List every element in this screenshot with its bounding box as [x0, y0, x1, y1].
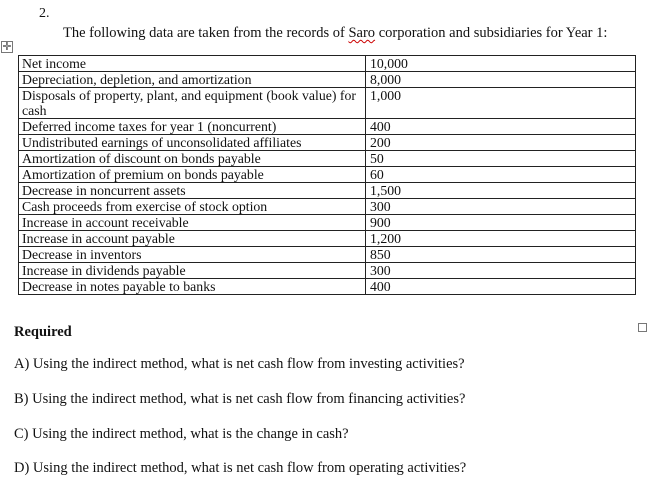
row-item: Cash proceeds from exercise of stock option — [19, 199, 366, 215]
intro-text — [63, 25, 607, 42]
row-value: 400 — [366, 279, 636, 295]
row-value: 50 — [366, 151, 636, 167]
question-b: B) Using the indirect method, what is net cash flow from financing activities? — [14, 391, 466, 407]
row-item: Net income — [19, 56, 366, 72]
question-c: C) Using the indirect method, what is the change in cash? — [14, 426, 349, 442]
table-row — [19, 199, 636, 215]
row-item: Decrease in notes payable to banks — [19, 279, 366, 295]
row-item: Deferred income taxes for year 1 (noncurrent) — [19, 119, 366, 135]
table-row — [19, 263, 636, 279]
row-value: 8,000 — [366, 72, 636, 88]
row-item: Decrease in noncurrent assets — [19, 183, 366, 199]
company-name: Saro — [348, 25, 376, 41]
row-item: Decrease in inventors — [19, 247, 366, 263]
table-row — [19, 231, 636, 247]
row-value: 300 — [366, 199, 636, 215]
table-row — [19, 135, 636, 151]
intro-before: The following data are taken from the records of — [63, 25, 349, 41]
required-heading: Required — [14, 324, 72, 340]
row-item: Undistributed earnings of unconsolidated affiliates — [19, 135, 366, 151]
intro-after: corporation and subsidiaries for Year 1: — [375, 25, 608, 41]
row-item: Disposals of property, plant, and equipment (book value) for cash — [19, 88, 366, 119]
row-value: 1,200 — [366, 231, 636, 247]
row-item: Increase in dividends payable — [19, 263, 366, 279]
row-value: 10,000 — [366, 56, 636, 72]
row-item: Amortization of premium on bonds payable — [19, 167, 366, 183]
question-a: A) Using the indirect method, what is net cash flow from investing activities? — [14, 356, 465, 372]
row-item: Increase in account payable — [19, 231, 366, 247]
row-value: 900 — [366, 215, 636, 231]
row-value: 200 — [366, 135, 636, 151]
table-row — [19, 119, 636, 135]
row-value: 850 — [366, 247, 636, 263]
row-value: 60 — [366, 167, 636, 183]
data-table — [18, 55, 636, 295]
table-row — [19, 72, 636, 88]
row-value: 1,500 — [366, 183, 636, 199]
question-d: D) Using the indirect method, what is net cash flow from operating activities? — [14, 460, 467, 476]
table-row — [19, 183, 636, 199]
row-value: 1,000 — [366, 88, 636, 119]
row-item: Increase in account receivable — [19, 215, 366, 231]
table-row — [19, 151, 636, 167]
row-value: 400 — [366, 119, 636, 135]
table-row — [19, 88, 636, 119]
table-row — [19, 215, 636, 231]
table-row — [19, 247, 636, 263]
table-move-handle-icon[interactable]: ✛ — [2, 40, 12, 53]
table-row — [19, 167, 636, 183]
table-row — [19, 279, 636, 295]
table-resize-handle-icon[interactable] — [638, 323, 647, 332]
row-value: 300 — [366, 263, 636, 279]
row-item: Depreciation, depletion, and amortization — [19, 72, 366, 88]
row-item: Amortization of discount on bonds payable — [19, 151, 366, 167]
table-row — [19, 56, 636, 72]
question-number: 2. — [39, 6, 50, 21]
